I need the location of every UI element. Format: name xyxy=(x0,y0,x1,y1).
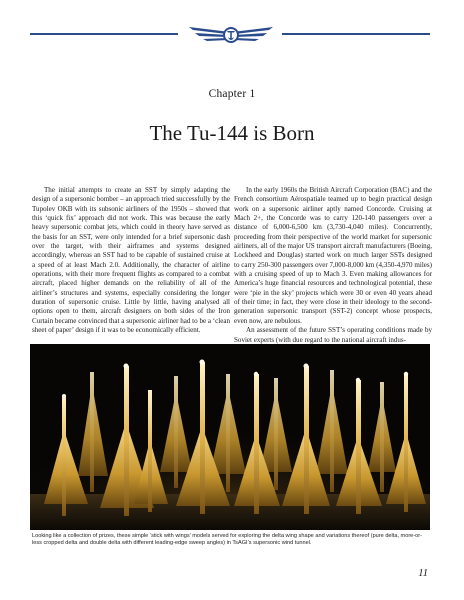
photo-illustration xyxy=(30,344,430,530)
winged-emblem-icon xyxy=(183,18,279,52)
header-rule-right xyxy=(282,33,430,35)
header-rule-left xyxy=(30,33,178,35)
body-paragraph: The initial attempts to create an SST by simply adapting the design of a supersonic bomber – an approach tried successfully by the Tupolev OKB with its subsonic airliners of the 1950s – showed that this ‘quick fix’ approach did not work. This was because the early heavy supersonic combat jets, which could in theory have served as the basis for an SST, were only intended for a brief supersonic dash over the target, with their airframes and systems designed accordingly, whereas an SST had to be capable of sustained cruise at a speed of at least Mach 2.0. Additionally, the character of airline operations, with their more frequent flights as compared to a combat aircraft, placed higher demands on the reliability of all of the airliner’s structures and systems, especially considering the longer duration of supersonic cruise. Little by little, having analysed all options open to them, aircraft designers on both sides of the Iron Curtain became convinced that a supersonic airliner had to be a ‘clean sheet of paper’ design if it was to be economically efficient. xyxy=(32,186,230,335)
body-column-left xyxy=(32,186,230,336)
chapter-title: The Tu-144 is Born xyxy=(149,121,315,145)
delta-wing-models-photo xyxy=(30,344,430,530)
page-number: 11 xyxy=(418,568,428,579)
chapter-label: Chapter 1 xyxy=(208,88,256,100)
body-paragraph: In the early 1960s the British Aircraft Corporation (BAC) and the French consortium Aérospatiale teamed up to begin practical design work on a supersonic airliner aptly named Concorde. Cruising at Mach 2+, the Concorde was to carry 120-140 passengers over a distance of 6,000-6,500 km (3,730-4,040 miles). Concurrently, proceeding from their perspective of the world market for supersonic airliners, all of the major US transport aircraft manufacturers (Boeing, Lockheed and Douglas) started work on much larger SSTs designed to carry 250-300 passengers over 7,000-8,000 km (4,350-4,970 miles) with a cruising speed of up to Mach 3. Even making allowances for America’s huge financial resources and technological potential, these were ‘pie in the sky’ projects which were 30 or even 40 years ahead of their time; in fact, they were close in their ideology to the second-generation supersonic transport (SST-2) concept whose prospects, even now, are nebulous. xyxy=(234,186,432,325)
photo-caption: Looking like a collection of prizes, these simple ‘stick with wings’ models served for exploring the delta wing shape and variations thereof (pure delta, more-or-less cropped delta and double delta with different leading-edge sweep angles) in TsAGI’s supersonic wind tunnel. xyxy=(32,533,422,547)
body-column-right xyxy=(234,186,432,345)
body-paragraph: An assessment of the future SST’s operating conditions made by Soviet experts (with due regard to the national aircraft indus- xyxy=(234,326,432,344)
